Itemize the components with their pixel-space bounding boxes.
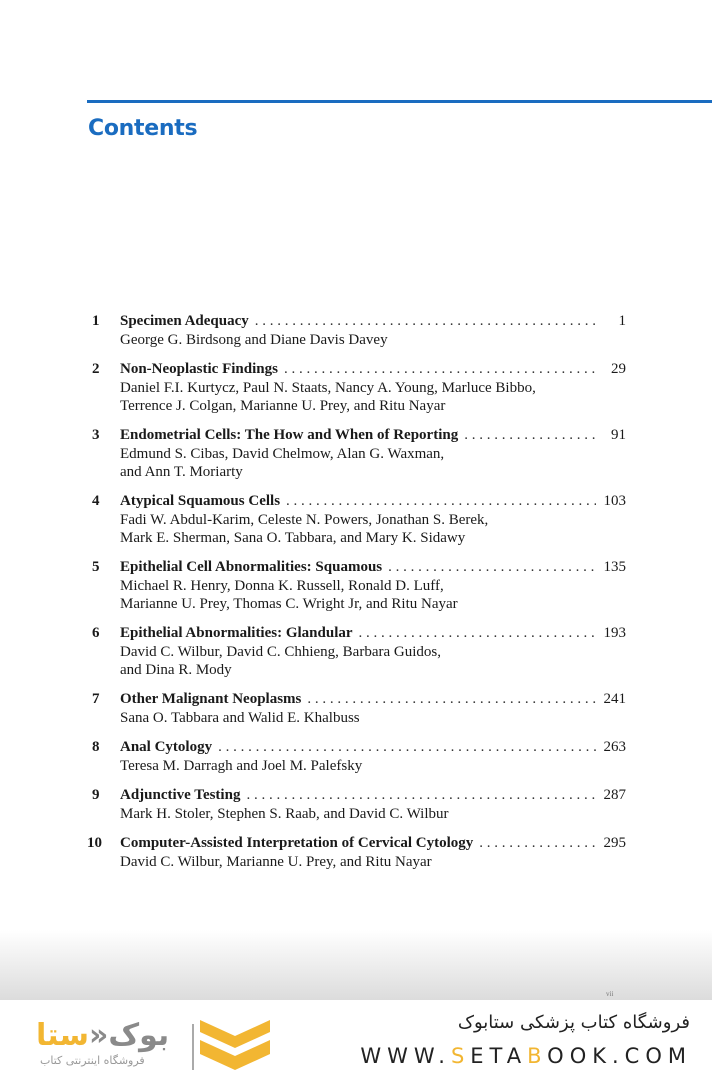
chevron-logo-icon bbox=[200, 1020, 270, 1074]
chapter-page: 241 bbox=[603, 691, 626, 707]
chapter-authors: Terrence J. Colgan, Marianne U. Prey, and Ritu Nayar bbox=[120, 398, 446, 414]
leader-dots bbox=[286, 492, 596, 511]
toc-entry[interactable] bbox=[92, 360, 626, 415]
chapter-title[interactable]: Atypical Squamous Cells bbox=[120, 493, 281, 509]
chapter-authors: George G. Birdsong and Diane Davis Davey bbox=[120, 332, 388, 348]
toc-entry[interactable] bbox=[92, 690, 626, 727]
chapter-number: 1 bbox=[92, 313, 100, 329]
chapter-authors: David C. Wilbur, Marianne U. Prey, and Ritu Nayar bbox=[120, 854, 432, 870]
chapter-page: 263 bbox=[603, 739, 626, 755]
leader-dots bbox=[307, 690, 596, 709]
chapter-authors: and Ann T. Moriarty bbox=[120, 464, 243, 480]
chapter-title[interactable]: Computer-Assisted Interpretation of Cervical Cytology bbox=[120, 835, 474, 851]
watermark-footer bbox=[0, 1000, 712, 1079]
chapter-number: 4 bbox=[92, 493, 100, 509]
leader-dots bbox=[255, 312, 596, 331]
chapter-title[interactable]: Non-Neoplastic Findings bbox=[120, 361, 278, 377]
heading-rule bbox=[87, 100, 712, 103]
logo-divider bbox=[192, 1024, 194, 1070]
chapter-number: 3 bbox=[92, 427, 100, 443]
chapter-title[interactable]: Epithelial Abnormalities: Glandular bbox=[120, 625, 353, 641]
chapter-authors: Teresa M. Darragh and Joel M. Palefsky bbox=[120, 758, 363, 774]
chapter-page: 193 bbox=[603, 625, 626, 641]
leader-dots bbox=[479, 834, 596, 853]
chapter-title[interactable]: Anal Cytology bbox=[120, 739, 213, 755]
toc-entry[interactable] bbox=[92, 738, 626, 775]
chapter-authors: and Dina R. Mody bbox=[120, 662, 232, 678]
chapter-authors: Daniel F.I. Kurtycz, Paul N. Staats, Nancy A. Young, Marluce Bibbo, bbox=[120, 380, 536, 396]
toc-entry[interactable] bbox=[92, 558, 626, 613]
chapter-number: 6 bbox=[92, 625, 100, 641]
chapter-page: 1 bbox=[618, 313, 626, 329]
chapter-page: 29 bbox=[611, 361, 626, 377]
toc-entry[interactable] bbox=[87, 834, 626, 871]
page-title: Contents bbox=[88, 116, 198, 141]
chapter-number: 7 bbox=[92, 691, 100, 707]
chapter-page: 135 bbox=[603, 559, 626, 575]
chapter-authors: Sana O. Tabbara and Walid E. Khalbuss bbox=[120, 710, 360, 726]
chapter-authors: Edmund S. Cibas, David Chelmow, Alan G. Waxman, bbox=[120, 446, 445, 462]
chapter-authors: Fadi W. Abdul-Karim, Celeste N. Powers, Jonathan S. Berek, bbox=[120, 512, 489, 528]
chapter-authors: Michael R. Henry, Donna K. Russell, Ronald D. Luff, bbox=[120, 578, 444, 594]
chapter-number: 2 bbox=[92, 361, 100, 377]
table-of-contents bbox=[87, 312, 626, 882]
toc-entry[interactable] bbox=[92, 492, 626, 547]
chapter-page: 295 bbox=[603, 835, 626, 851]
toc-entry[interactable] bbox=[92, 312, 626, 349]
toc-entry[interactable] bbox=[92, 786, 626, 823]
leader-dots bbox=[284, 360, 596, 379]
chapter-number: 10 bbox=[87, 835, 102, 851]
logo-wordmark: بوک«ستا bbox=[36, 1018, 170, 1053]
chapter-authors: Marianne U. Prey, Thomas C. Wright Jr, and Ritu Nayar bbox=[120, 596, 458, 612]
store-url[interactable]: WWW.SETABOOK.COM bbox=[360, 1044, 692, 1068]
chapter-page: 91 bbox=[611, 427, 626, 443]
toc-entry[interactable] bbox=[92, 624, 626, 679]
logo-subtitle: فروشگاه اینترنتی کتاب bbox=[40, 1054, 145, 1067]
chapter-page: 287 bbox=[603, 787, 626, 803]
toc-entry[interactable] bbox=[92, 426, 626, 481]
chapter-number: 8 bbox=[92, 739, 100, 755]
chapter-authors: Mark H. Stoler, Stephen S. Raab, and David C. Wilbur bbox=[120, 806, 449, 822]
chapter-title[interactable]: Other Malignant Neoplasms bbox=[120, 691, 302, 707]
chapter-number: 9 bbox=[92, 787, 100, 803]
leader-dots bbox=[359, 624, 596, 643]
leader-dots bbox=[218, 738, 596, 757]
chapter-authors: David C. Wilbur, David C. Chhieng, Barbara Guidos, bbox=[120, 644, 441, 660]
chapter-page: 103 bbox=[603, 493, 626, 509]
chapter-title[interactable]: Endometrial Cells: The How and When of Reporting bbox=[120, 427, 459, 443]
chapter-authors: Mark E. Sherman, Sana O. Tabbara, and Mary K. Sidawy bbox=[120, 530, 466, 546]
chapter-number: 5 bbox=[92, 559, 100, 575]
store-name: فروشگاه کتاب پزشکی ستابوک bbox=[457, 1012, 690, 1033]
leader-dots bbox=[388, 558, 596, 577]
leader-dots bbox=[464, 426, 596, 445]
leader-dots bbox=[246, 786, 596, 805]
chapter-title[interactable]: Epithelial Cell Abnormalities: Squamous bbox=[120, 559, 383, 575]
page-number: vii bbox=[606, 990, 614, 998]
chapter-title[interactable]: Adjunctive Testing bbox=[120, 787, 241, 803]
chapter-title[interactable]: Specimen Adequacy bbox=[120, 313, 249, 329]
